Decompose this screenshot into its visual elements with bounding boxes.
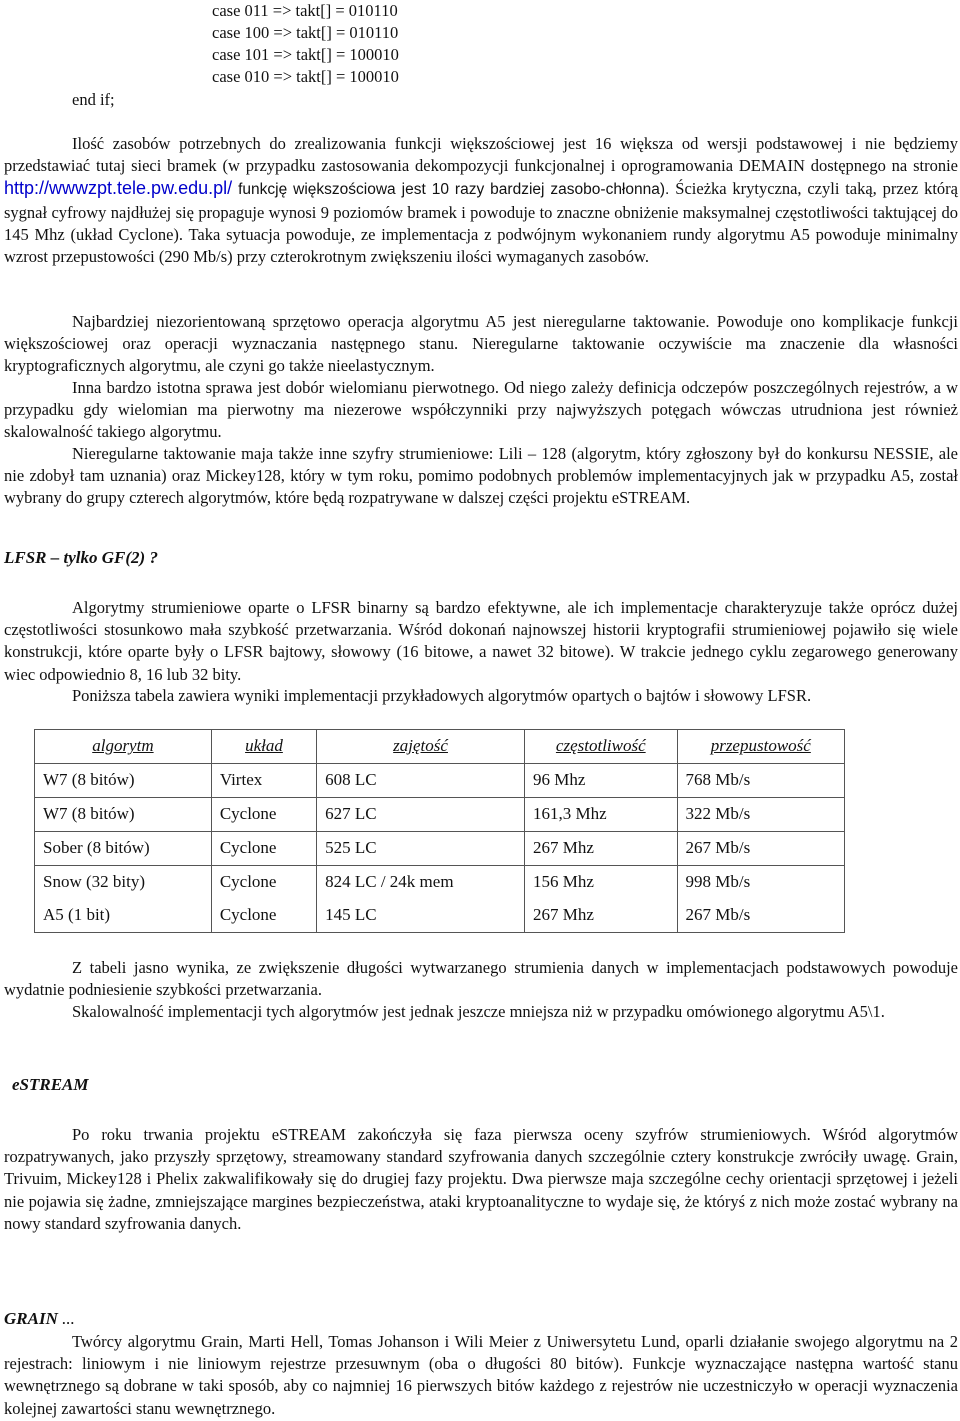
- paragraph-resources: [4, 133, 958, 268]
- table-cell: Cyclone: [211, 832, 316, 866]
- table-cell: A5 (1 bit): [35, 899, 212, 933]
- paragraph-text: Z tabeli jasno wynika, ze zwiększenie długości wytwarzanego strumienia danych w implementacjach podstawowych powoduje wydatnie podniesienie szybkości przetwarzania.: [4, 958, 958, 1000]
- paragraph-text: Skalowalność implementacji tych algorytmów jest jednak jeszcze mniejsza niż w przypadku omówionego algorytmu A5\1.: [72, 1002, 885, 1021]
- paragraph-irregular-clocking: [4, 311, 958, 378]
- table-cell: 267 Mhz: [525, 899, 678, 933]
- code-line: case 010 => takt[] = 100010: [212, 67, 399, 86]
- table-cell: Sober (8 bitów): [35, 832, 212, 866]
- paragraph-text: Poniższa tabela zawiera wyniki implementacji przykładowych algorytmów opartych o bajtów i słowowy LFSR.: [72, 686, 812, 705]
- table-cell: 267 Mb/s: [677, 832, 844, 866]
- paragraph-text: Algorytmy strumieniowe oparte o LFSR binarny są bardzo efektywne, ale ich implementacje charakteryzuje także oprócz dużej częstotliwości stosunkowo mała szybkość przetwarzania. Wśród dokonań najnowszej historii kryptografii strumieniowej pojawiło się wiele konstrukcji, które oparte były o LFSR bajtowy, słowowy (16 bitowe, a nawet 32 bitowe). W trakcie jednego cyklu zegarowego generowany wiec odpowiednio 8, 16 lub 32 bity.: [4, 598, 958, 684]
- paragraph-text: Ilość zasobów potrzebnych do zrealizowania funkcji większościowej jest 16 większa od wersji podstawowej i nie będziemy przedstawiać tutaj sieci bramek (w przypadku zastosowania dekompozycji funkcjonalnej i oprogramowania DEMAIN dostępnego na stronie: [4, 134, 958, 176]
- table-cell: 998 Mb/s: [677, 866, 844, 900]
- table-header-row: [35, 730, 845, 764]
- code-line: case 100 => takt[] = 010110: [212, 23, 399, 42]
- code-line: case 101 => takt[] = 100010: [212, 45, 399, 64]
- heading-grain: [4, 1308, 75, 1330]
- paragraph-other-ciphers: [4, 443, 958, 510]
- heading-grain-suffix: ...: [57, 1309, 75, 1328]
- paragraph-text: Inna bardzo istotna sprawa jest dobór wielomianu pierwotnego. Od niego zależy definicja odczepów poszczególnych rejestrów, a w przypadku gdy wielomian ma pierwotny ma niezerowe współczynniki przy najwyższych potęgach wówczas utrudniona jest również skalowalność takiego algorytmu.: [4, 378, 958, 442]
- code-block: [212, 0, 399, 88]
- table-cell: Virtex: [211, 764, 316, 798]
- paragraph-text: Twórcy algorytmu Grain, Marti Hell, Tomas Johanson i Wili Meier z Uniwersytetu Lund, oparli działanie swojego algorytmu na 2 rejestrach: liniowym i nie liniowym rejestrze przesuwnym (oba o długości 80 bitów). Funkcje wyznaczające następna wartość stanu wewnętrznego są dobrane w taki sposób, aby co najmniej 16 pierwszych bitów każdego z rejestrów nie uczestniczyło w operacji wyznaczenia kolejnej zawartości stanu wewnętrznego.: [4, 1332, 958, 1418]
- table-row: [35, 832, 845, 866]
- paragraph-estream: [4, 1124, 958, 1235]
- table-cell: 627 LC: [317, 798, 525, 832]
- heading-estream: eSTREAM: [12, 1075, 89, 1094]
- end-if-line: end if;: [72, 90, 115, 109]
- table-cell: Snow (32 bity): [35, 866, 212, 900]
- table-cell: 608 LC: [317, 764, 525, 798]
- table-cell: 161,3 Mhz: [525, 798, 678, 832]
- column-header: układ: [211, 730, 316, 764]
- paragraph-grain: [4, 1331, 958, 1420]
- table-cell: 96 Mhz: [525, 764, 678, 798]
- table-cell: W7 (8 bitów): [35, 764, 212, 798]
- table-cell: 156 Mhz: [525, 866, 678, 900]
- table-row: [35, 866, 845, 900]
- column-header: zajętość: [317, 730, 525, 764]
- paragraph-scalability: [4, 1001, 958, 1023]
- table-cell: 267 Mb/s: [677, 899, 844, 933]
- table-cell: 824 LC / 24k mem: [317, 866, 525, 900]
- demain-link[interactable]: http://wwwzpt.tele.pw.edu.pl/: [4, 178, 233, 199]
- column-header: częstotliwość: [525, 730, 678, 764]
- code-line: case 011 => takt[] = 010110: [212, 1, 398, 20]
- table-cell: 145 LC: [317, 899, 525, 933]
- table-cell: Cyclone: [211, 798, 316, 832]
- column-header: przepustowość: [677, 730, 844, 764]
- paragraph-text: Najbardziej niezorientowaną sprzętowo operacja algorytmu A5 jest nieregularne taktowanie. Powoduje ono komplikacje funkcji większościowej oraz operacji wyznaczania następnego stanu. Nieregularne taktowanie oczywiście ma znaczenie dla własności kryptograficznych algorytmu, ale czyni go także nieelastycznym.: [4, 312, 958, 376]
- table-row: [35, 764, 845, 798]
- paragraph-table-conclusion: [4, 957, 958, 1001]
- paragraph-lfsr: [4, 597, 958, 686]
- paragraph-table-intro: [4, 685, 958, 707]
- table-row: [35, 899, 845, 933]
- table-cell: 525 LC: [317, 832, 525, 866]
- paragraph-text: Nieregularne taktowanie maja także inne szyfry strumieniowe: Lili – 128 (algorytm, który zgłoszony był do konkursu NESSIE, ale nie zdobył tam uznania) oraz Mickey128, który w tym roku, pomimo podobnych problemów implementacyjnych jak w przypadku A5, został wybrany do grupy czterech algorytmów, które będą rozpatrywane w dalszej części projektu eSTREAM.: [4, 444, 958, 508]
- paragraph-text: Ścieżka krytyczna, czyli taką, przez którą sygnał cyfrowy najdłużej się propaguje wynosi 9 poziomów bramek i powoduje to znaczne obniżenie maksymalnej częstotliwości taktującej do 145 Mhz (układ Cyclone). Taka sytuacja powoduje, ze implementacja z podwójnym wykonaniem rundy algorytmu A5 powoduje minimalny wzrost przepustowości (290 Mb/s) przy czterokrotnym zwiększeniu ilości wymaganych zasobów.: [4, 179, 958, 267]
- heading-lfsr: LFSR – tylko GF(2) ?: [4, 548, 158, 567]
- table-cell: Cyclone: [211, 899, 316, 933]
- table-cell: 322 Mb/s: [677, 798, 844, 832]
- heading-grain-title: GRAIN: [4, 1309, 58, 1328]
- paragraph-text: funkcję większościowa jest 10 razy bardziej zasobo-chłonna).: [232, 181, 676, 199]
- paragraph-text: Po roku trwania projektu eSTREAM zakończyła się faza pierwsza oceny szyfrów strumieniowych. Wśród algorytmów rozpatrywanych, jako przyszły sprzętowy, streamowany standard szyfrowania danych szczególnie cztery konstrukcje zwróciły uwagę. Grain, Trivuim, Mickey128 i Phelix zakwalifikowały się do drugiej fazy projektu. Dwa pierwsze maja szczególne cechy orientacji sprzętowej i jeżeli nie pojawia się żadne, zmniejszające margines bezpieczeństwa, ataki kryptoanalityczne to wydaje się, że któryś z nich może zostać wybrany na nowy standard szyfrowania danych.: [4, 1125, 958, 1233]
- table-cell: 267 Mhz: [525, 832, 678, 866]
- table-row: [35, 798, 845, 832]
- table-cell: Cyclone: [211, 866, 316, 900]
- table-cell: W7 (8 bitów): [35, 798, 212, 832]
- results-table: [34, 729, 845, 933]
- paragraph-polynomial: [4, 377, 958, 444]
- column-header: algorytm: [35, 730, 212, 764]
- table-cell: 768 Mb/s: [677, 764, 844, 798]
